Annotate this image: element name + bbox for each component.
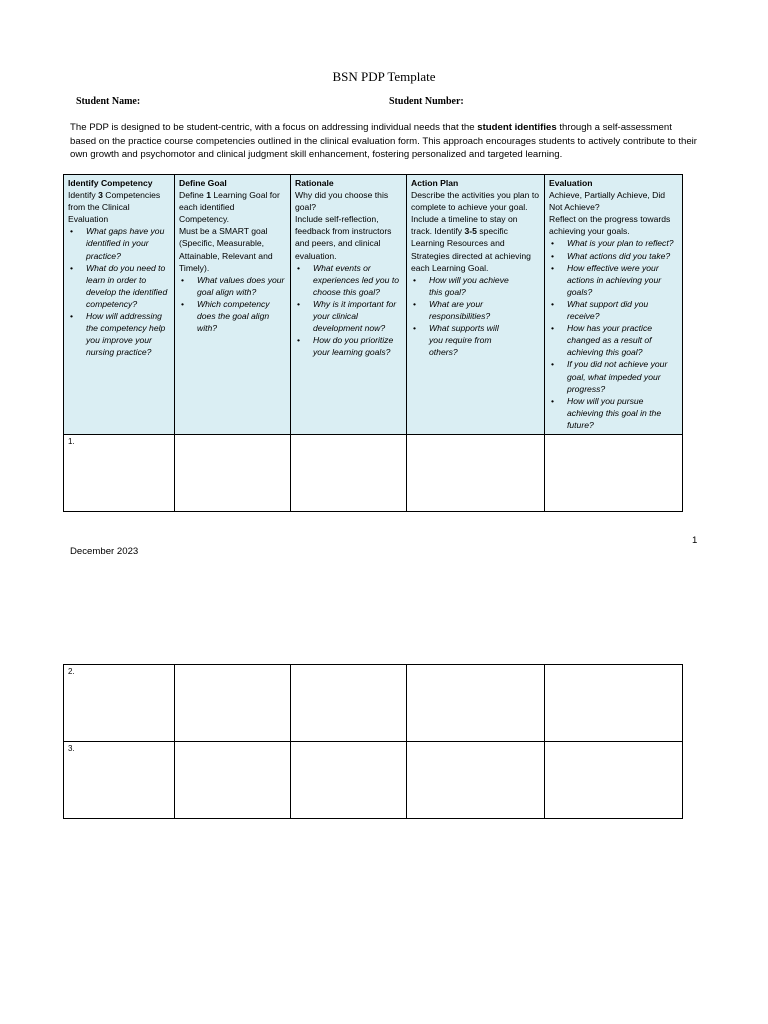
table-row [64,665,683,742]
prompt-list [411,274,511,359]
header-cell-action-plan [407,175,545,435]
action-plan-cell[interactable] [407,665,545,742]
prompt-item: • What actions did you take? [567,250,678,262]
evaluation-cell[interactable] [545,435,683,512]
prompt-item: • What are your responsibilities? [429,298,511,322]
rationale-cell[interactable] [291,742,407,819]
pdp-table-page-1 [63,174,683,512]
header-cell-define-goal [175,175,291,435]
row-number-cell[interactable]: 3. [64,742,175,819]
row-number-cell[interactable]: 2. [64,665,175,742]
student-number-label: Student Number: [389,96,464,107]
column-heading: Rationale [295,178,334,188]
prompt-item: • What supports will you require from others? [429,322,511,358]
intro-bold-text: student identifies [477,122,557,133]
prompt-item: • How will you pursue achieving this goal in the future? [567,395,678,431]
prompt-item: • If you did not achieve your goal, what impeded your progress? [567,358,678,394]
prompt-list [295,262,402,359]
header-cell-evaluation [545,175,683,435]
action-plan-cell[interactable] [407,435,545,512]
table-row [64,742,683,819]
action-plan-cell[interactable] [407,742,545,819]
prompt-item: • How effective were your actions in achieving your goals? [567,262,678,298]
evaluation-cell[interactable] [545,665,683,742]
student-name-label: Student Name: [76,96,141,107]
prompt-item: • What is your plan to reflect? [567,237,678,249]
rationale-cell[interactable] [291,665,407,742]
column-heading: Define Goal [179,178,227,188]
header-row [64,175,683,435]
prompt-item: • Which competency does the goal align with? [197,298,286,334]
prompt-list [179,274,286,334]
evaluation-cell[interactable] [545,742,683,819]
header-cell-rationale [291,175,407,435]
define-goal-cell[interactable] [175,742,291,819]
prompt-item: • What do you need to learn in order to develop the identified competency? [86,262,170,310]
prompt-item: • What events or experiences led you to choose this goal? [313,262,402,298]
intro-text-end: through a self-assessment based on the practice course competencies outlined in the clinical evaluation form. This approach encourages students to actively contribute to their own growth and psychomotor and clinical judgment skill enhancement, fostering personalized and targeted learning. [70,122,697,161]
column-heading: Action Plan [411,178,459,188]
prompt-list [68,225,170,358]
column-heading: Evaluation [549,178,593,188]
prompt-item: • How do you prioritize your learning goals? [313,334,402,358]
header-cell-identify-competency [64,175,175,435]
prompt-item: • What support did you receive? [567,298,678,322]
prompt-item: • How will addressing the competency help you improve your nursing practice? [86,310,170,358]
prompt-item: • What gaps have you identified in your practice? [86,225,170,261]
define-goal-cell[interactable] [175,435,291,512]
column-description: Describe the activities you plan to complete to achieve your goal. Include a timeline to stay on track. Identify 3-5 specific Learning Resources and Strategies directed at achieving each Learning Goal. [411,190,540,273]
define-goal-cell[interactable] [175,665,291,742]
rationale-cell[interactable] [291,435,407,512]
column-description: Why did you choose this goal? Include self-reflection, feedback from instructors and peers, and clinical evaluation. [295,190,392,261]
prompt-item: • How will you achieve this goal? [429,274,511,298]
column-description: Achieve, Partially Achieve, Did Not Achieve? Reflect on the progress towards achieving your goals. [549,190,671,237]
row-number-cell[interactable]: 1. [64,435,175,512]
column-heading: Identify Competency [68,178,153,188]
intro-paragraph [70,121,700,162]
intro-text-start: The PDP is designed to be student-centric, with a focus on addressing individual needs that the [70,122,478,133]
document-title: BSN PDP Template [332,69,436,84]
table-row [64,435,683,512]
column-description: Define 1 Learning Goal for each identified Competency. Must be a SMART goal (Specific, Measurable, Attainable, Relevant and Timely). [179,190,280,273]
page-number: 1 [692,535,698,546]
pdp-table-page-2 [63,664,683,819]
prompt-item: • What values does your goal align with? [197,274,286,298]
footer-date: December 2023 [70,546,139,557]
column-description: Identify 3 Competencies from the Clinical Evaluation [68,190,161,225]
prompt-item: • Why is it important for your clinical development now? [313,298,402,334]
prompt-item: • How has your practice changed as a result of achieving this goal? [567,322,678,358]
prompt-list [549,237,678,431]
